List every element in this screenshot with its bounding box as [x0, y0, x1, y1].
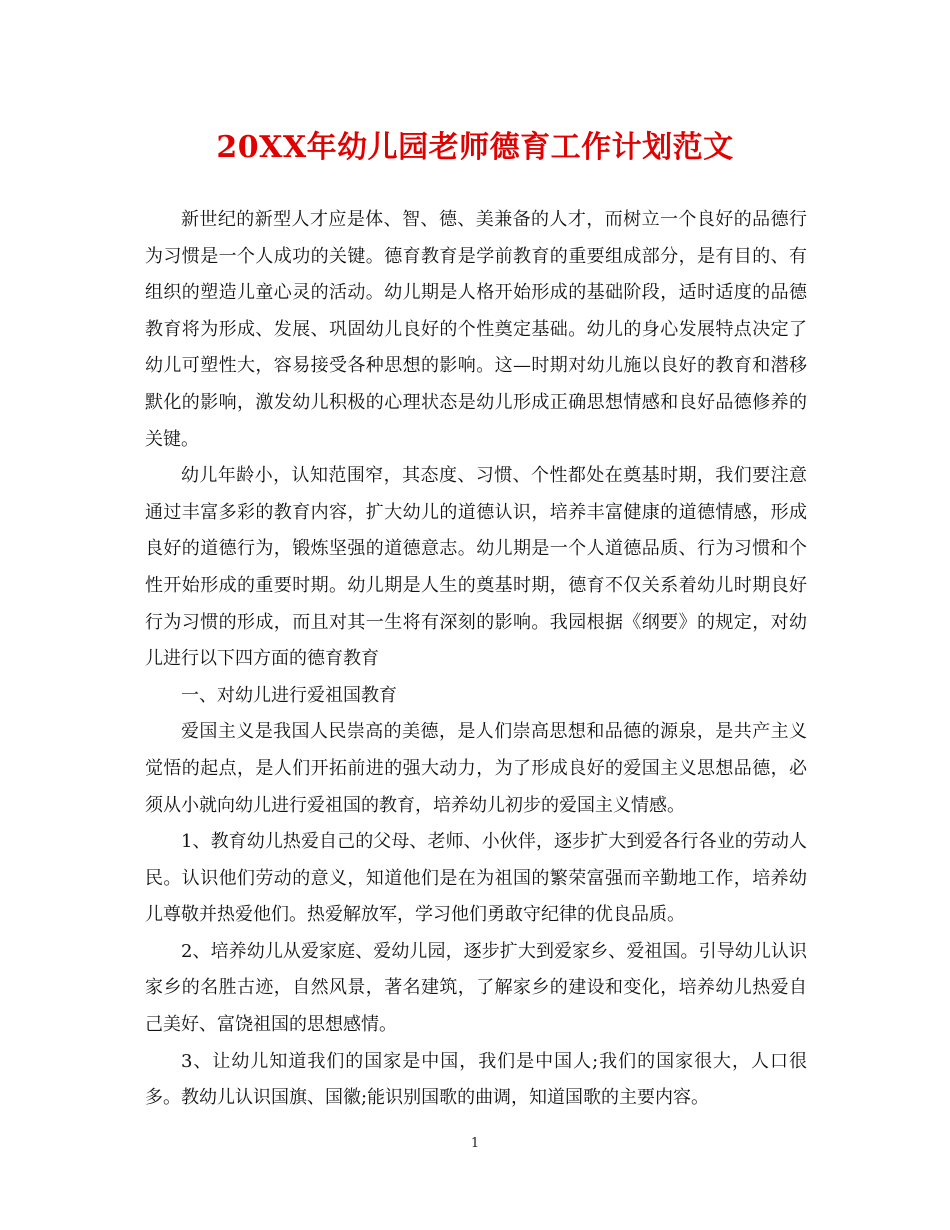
paragraph-patriotism: 爱国主义是我国人民崇高的美德，是人们崇高思想和品德的源泉，是共产主义觉悟的起点，是人们开拓前进的强大动力，为了形成良好的爱国主义思想品德，必须从小就向幼儿进行爱祖国的教育，培养幼儿初步的爱国主义情感。	[145, 721, 807, 816]
document-title: 20XX年幼儿园老师德育工作计划范文	[216, 130, 734, 165]
list-item-1: 1、教育幼儿热爱自己的父母、老师、小伙伴，逐步扩大到爱各行各业的劳动人民。认识他们劳动的意义，知道他们是在为祖国的繁荣富强而辛勤地工作，培养幼儿尊敬并热爱他们。热爱解放军，学习他们勇敢守纪律的优良品质。	[145, 831, 807, 926]
section-heading-patriotism: 一、对幼儿进行爱祖国教育	[181, 684, 397, 706]
list-item-2: 2、培养幼儿从爱家庭、爱幼儿园，逐步扩大到爱家乡、爱祖国。引导幼儿认识家乡的名胜古迹，自然风景，著名建筑，了解家乡的建设和变化，培养幼儿热爱自己美好、富饶祖国的思想感情。	[145, 940, 807, 1036]
document-body	[145, 202, 807, 1117]
list-item-3: 3、让幼儿知道我们的国家是中国，我们是中国人;我们的国家很大，人口很多。教幼儿认识国旗、国徽;能识别国歌的曲调，知道国歌的主要内容。	[145, 1050, 807, 1109]
paragraph-intro: 新世纪的新型人才应是体、智、德、美兼备的人才，而树立一个良好的品德行为习惯是一个人成功的关键。德育教育是学前教育的重要组成部分，是有目的、有组织的塑造儿童心灵的活动。幼儿期是人格开始形成的基础阶段，适时适度的品德教育将为形成、发展、巩固幼儿良好的个性奠定基础。幼儿的身心发展特点决定了幼儿可塑性大，容易接受各种思想的影响。这—时期对幼儿施以良好的教育和潜移默化的影响，激发幼儿积极的心理状态是幼儿形成正确思想情感和良好品德修养的关键。	[145, 209, 807, 450]
paragraph-age-characteristics: 幼儿年龄小，认知范围窄，其态度、习惯、个性都处在奠基时期，我们要注意通过丰富多彩的教育内容，扩大幼儿的道德认识，培养丰富健康的道德情感，形成良好的道德行为，锻炼坚强的道德意志。幼儿期是一个人道德品质、行为习惯和个性开始形成的重要时期。幼儿期是人生的奠基时期，德育不仅关系着幼儿时期良好行为习惯的形成，而且对其一生将有深刻的影响。我园根据《纲要》的规定，对幼儿进行以下四方面的德育教育	[145, 465, 807, 670]
page-number: 1	[470, 1136, 480, 1151]
